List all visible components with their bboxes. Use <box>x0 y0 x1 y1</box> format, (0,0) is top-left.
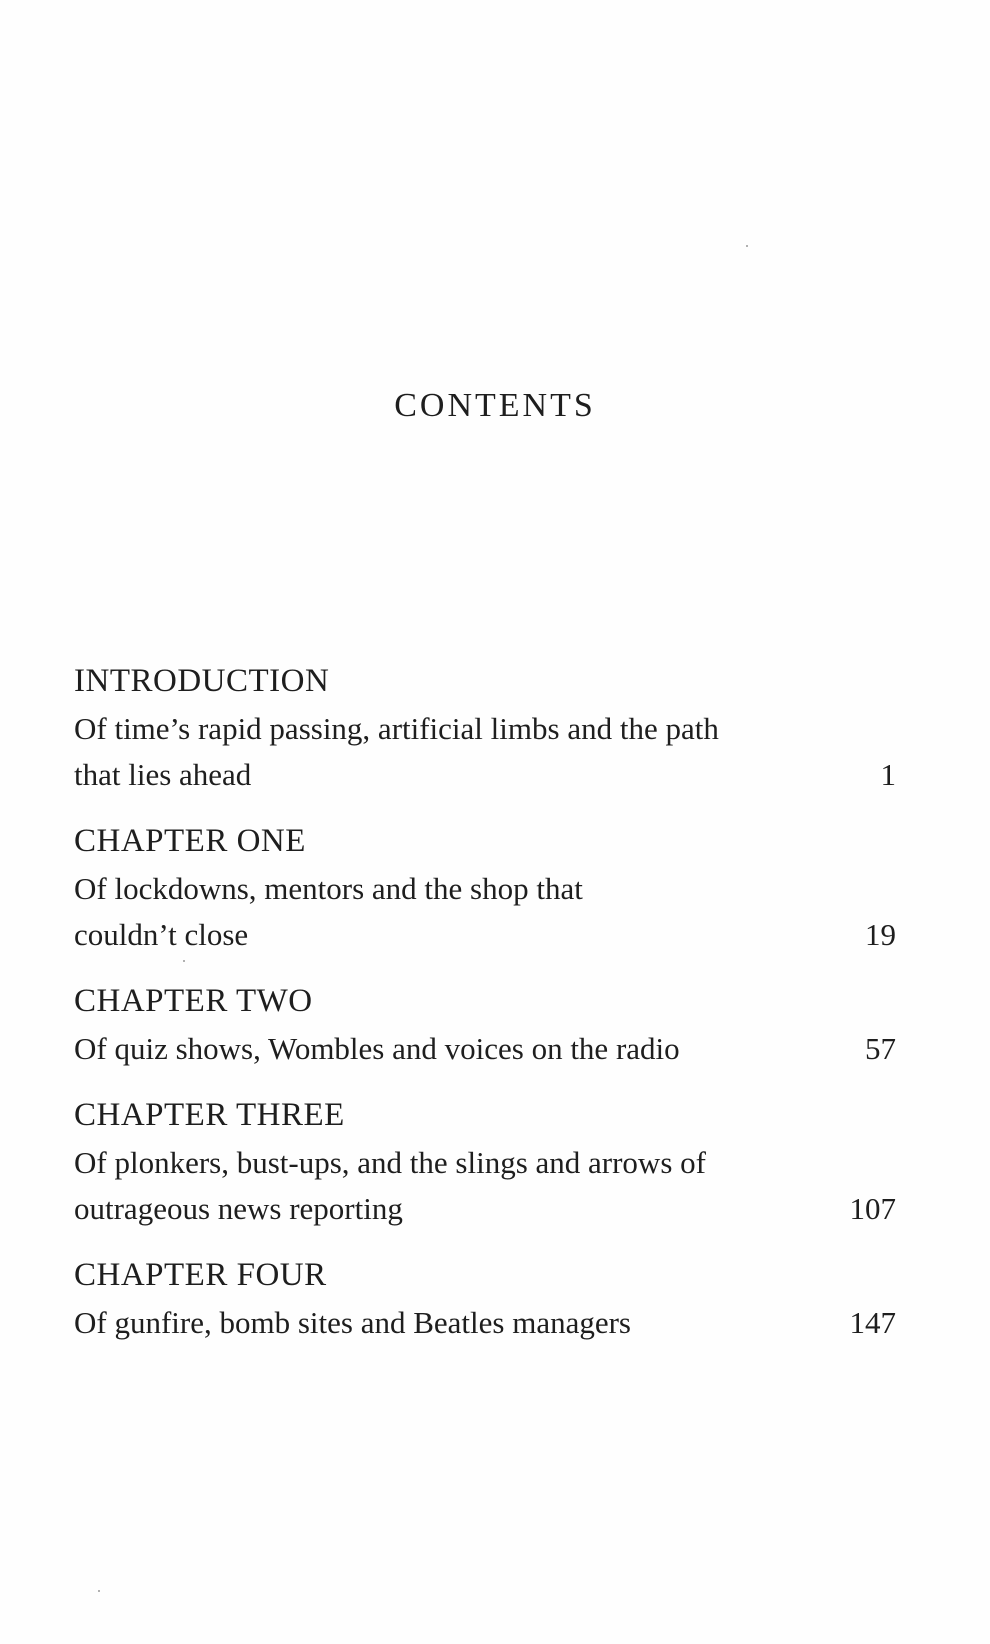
toc-entry-chapter-one <box>74 820 896 958</box>
entry-description: Of gunfire, bomb sites and Beatles managers <box>74 1305 631 1340</box>
table-of-contents <box>74 660 896 1368</box>
paper-speck <box>746 245 748 247</box>
paper-speck <box>98 1590 100 1592</box>
entry-body <box>74 1026 896 1072</box>
entry-title: CHAPTER FOUR <box>74 1257 327 1293</box>
entry-body <box>74 706 896 798</box>
entry-body <box>74 866 896 958</box>
entry-title: INTRODUCTION <box>74 663 330 699</box>
contents-heading: CONTENTS <box>394 387 596 424</box>
entry-title: CHAPTER TWO <box>74 983 313 1019</box>
entry-page-number: 107 <box>849 1191 896 1226</box>
entry-description: Of plonkers, bust-ups, and the slings and arrows of outrageous news reporting <box>74 1145 706 1226</box>
entry-body <box>74 1300 896 1346</box>
entry-title: CHAPTER THREE <box>74 1097 345 1133</box>
entry-title: CHAPTER ONE <box>74 823 306 859</box>
entry-description: Of quiz shows, Wombles and voices on the radio <box>74 1031 680 1066</box>
toc-entry-chapter-three <box>74 1094 896 1232</box>
entry-description: Of time’s rapid passing, artificial limbs and the path that lies ahead <box>74 711 719 792</box>
entry-page-number: 19 <box>865 917 896 952</box>
entry-page-number: 147 <box>849 1305 896 1340</box>
entry-body <box>74 1140 896 1232</box>
entry-page-number: 57 <box>865 1031 896 1066</box>
toc-entry-chapter-two <box>74 980 896 1072</box>
entry-description: Of lockdowns, mentors and the shop that couldn’t close <box>74 871 583 952</box>
toc-entry-introduction <box>74 660 896 798</box>
toc-entry-chapter-four <box>74 1254 896 1346</box>
entry-page-number: 1 <box>880 757 896 792</box>
